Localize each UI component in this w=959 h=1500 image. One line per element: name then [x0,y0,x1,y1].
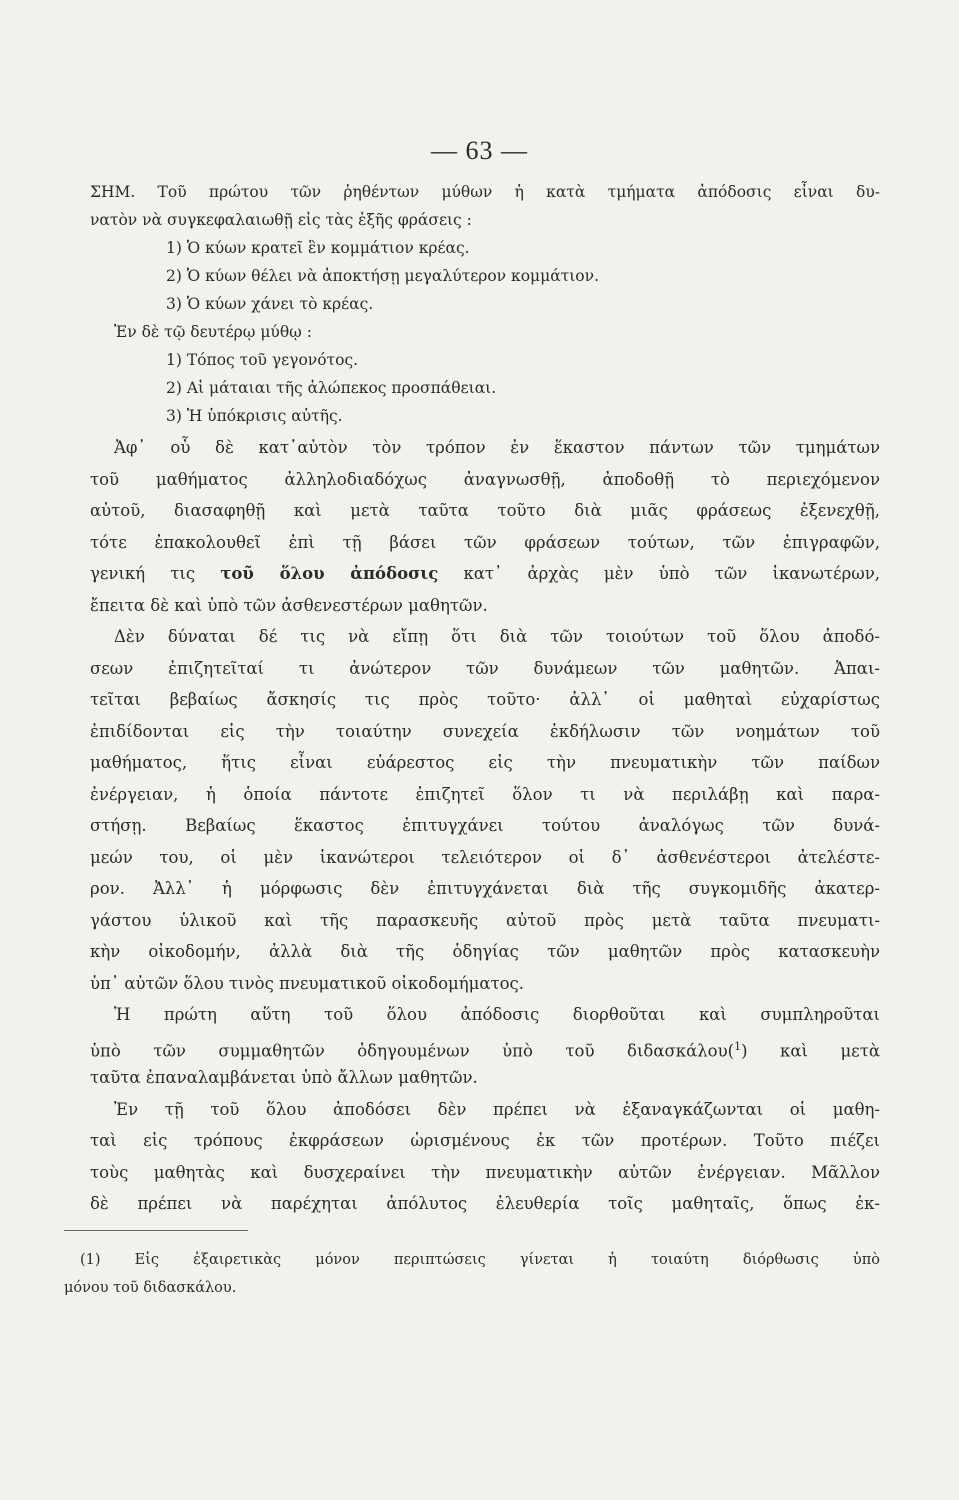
text-line: ταὶ εἰς τρόπους ἐκφράσεων ὡρισμένους ἐκ τῶν προτέρων. Τοῦτο πιέζει [90,1131,880,1150]
text-line: ἐνέργειαν, ἡ ὁποία πάντοτε ἐπιζητεῖ ὅλον τι νὰ περιλάβῃ καὶ παρα- [90,784,880,804]
text-line: ἐπιδίδονται εἰς τὴν τοιαύτην συνεχεία ἐκδήλωσιν τῶν νοημάτων τοῦ [90,721,880,741]
text-line: ΣΗΜ. Τοῦ πρώτου τῶν ῥηθέντων μύθων ἡ κατὰ τμήματα ἀπόδοσις εἶναι δυ- [90,183,880,201]
list-item: 3) Ὁ κύων χάνει τὸ κρέας. [166,295,374,313]
list-item: 3) Ἡ ὑπόκρισις αὐτῆς. [166,407,343,425]
list-item: 2) Ὁ κύων θέλει νὰ ἀποκτήσῃ μεγαλύτερον κομμάτιον. [166,267,599,285]
bold-phrase: τοῦ ὅλου ἀπόδοσις [220,564,439,583]
text-line: τότε ἐπακολουθεῖ ἐπὶ τῇ βάσει τῶν φράσεων τούτων, τῶν ἐπιγραφῶν, [90,532,880,552]
text-line: νατὸν νὰ συγκεφαλαιωθῇ εἰς τὰς ἑξῆς φράσεις : [90,211,472,229]
text-line: Ἐν τῇ τοῦ ὅλου ἀποδόσει δὲν πρέπει νὰ ἐξαναγκάζωνται οἱ μαθη- [114,1099,880,1119]
text-line: Δὲν δύναται δέ τις νὰ εἴπῃ ὅτι διὰ τῶν τοιούτων τοῦ ὅλου ἀποδό- [114,627,880,646]
text-line: ἔπειτα δὲ καὶ ὑπὸ τῶν ἀσθενεστέρων μαθητῶν. [90,595,488,615]
paragraph-1 [90,432,880,621]
body-text [90,178,880,1220]
text-line: αὐτοῦ, διασαφηθῇ καὶ μετὰ ταῦτα τοῦτο διὰ μιᾶς φράσεως ἐξενεχθῇ, [90,501,880,520]
text-line: ρον. Ἀλλ᾿ ἡ μόρφωσις δὲν ἐπιτυγχάνεται διὰ τῆς συγκομιδῆς ἀκατερ- [90,879,880,898]
text-segment: ) καὶ μετὰ [741,1041,880,1060]
page-number: — 63 — [431,136,528,165]
text-segment: κατ᾿ ἀρχὰς μὲν ὑπὸ τῶν ἱκανωτέρων, [438,564,880,583]
footnote-line: (1) Εἰς ἐξαιρετικὰς μόνον περιπτώσεις γίνεται ἡ τοιαύτη διόρθωσις ὑπὸ [80,1252,880,1268]
paragraph-3 [90,999,880,1094]
text-segment: γενική τις [90,564,221,583]
text-line [90,1031,880,1063]
text-line: δὲ πρέπει νὰ παρέχηται ἀπόλυτος ἐλευθερία τοῖς μαθηταῖς, ὅπως ἐκ- [90,1194,880,1213]
text-line: κὴν οἰκοδομήν, ἀλλὰ διὰ τῆς ὁδηγίας τῶν μαθητῶν πρὸς κατασκευὴν [90,942,880,961]
text-line: Ἐν δὲ τῷ δευτέρῳ μύθῳ : [114,323,312,341]
paragraph-4 [90,1094,880,1220]
list-item: 2) Αἱ μάταιαι τῆς ἀλώπεκος προσπάθειαι. [166,379,497,397]
footnote-ref: 1 [734,1039,742,1053]
text-line: σεων ἐπιζητεῖταί τι ἀνώτερον τῶν δυνάμεων τῶν μαθητῶν. Ἀπαι- [90,658,880,678]
footnote [64,1246,880,1302]
text-line: Ἀφ᾿ οὗ δὲ κατ᾿αὐτὸν τὸν τρόπον ἐν ἕκαστον πάντων τῶν τμημάτων [114,438,880,457]
text-line: μεών του, οἱ μὲν ἱκανώτεροι τελειότερον οἱ δ᾿ ἀσθενέστεροι ἀτελέστε- [90,847,880,867]
text-line: ταῦτα ἐπαναλαμβάνεται ὑπὸ ἄλλων μαθητῶν. [90,1068,478,1087]
text-line: στήσῃ. Βεβαίως ἕκαστος ἐπιτυγχάνει τούτου ἀναλόγως τῶν δυνά- [90,816,880,835]
text-line: ὑπ᾿ αὐτῶν ὅλου τινὸς πνευματικοῦ οἰκοδομήματος. [90,973,525,993]
footnote-line: μόνου τοῦ διδασκάλου. [64,1280,237,1296]
text-segment: ὑπὸ τῶν συμμαθητῶν ὁδηγουμένων ὑπὸ τοῦ διδασκάλου( [90,1041,735,1060]
paragraph-2 [90,621,880,999]
text-line: Ἡ πρώτη αὕτη τοῦ ὅλου ἀπόδοσις διορθοῦται καὶ συμπληροῦται [114,1005,880,1024]
text-line [90,558,880,590]
text-line: τοῦ μαθήματος ἀλληλοδιαδόχως ἀναγνωσθῇ, ἀποδοθῇ τὸ περιεχόμενον [90,469,880,489]
text-line: μαθήματος, ἥτις εἶναι εὐάρεστος εἰς τὴν πνευματικὴν τῶν παίδων [90,753,880,772]
list-item: 1) Τόπος τοῦ γεγονότος. [166,351,359,369]
text-line: γάστου ὑλικοῦ καὶ τῆς παρασκευῆς αὐτοῦ πρὸς μετὰ ταῦτα πνευματι- [90,910,880,930]
text-line: τεῖται βεβαίως ἄσκησίς τις πρὸς τοῦτο· ἀλλ᾿ οἱ μαθηταὶ εὐχαρίστως [90,690,880,709]
list-item: 1) Ὁ κύων κρατεῖ ἓν κομμάτιον κρέας. [166,239,470,257]
note-section [90,178,880,430]
text-line: τοὺς μαθητὰς καὶ δυσχεραίνει τὴν πνευματικὴν αὐτῶν ἐνέργειαν. Μᾶλλον [90,1162,880,1182]
footnote-divider [64,1230,248,1231]
